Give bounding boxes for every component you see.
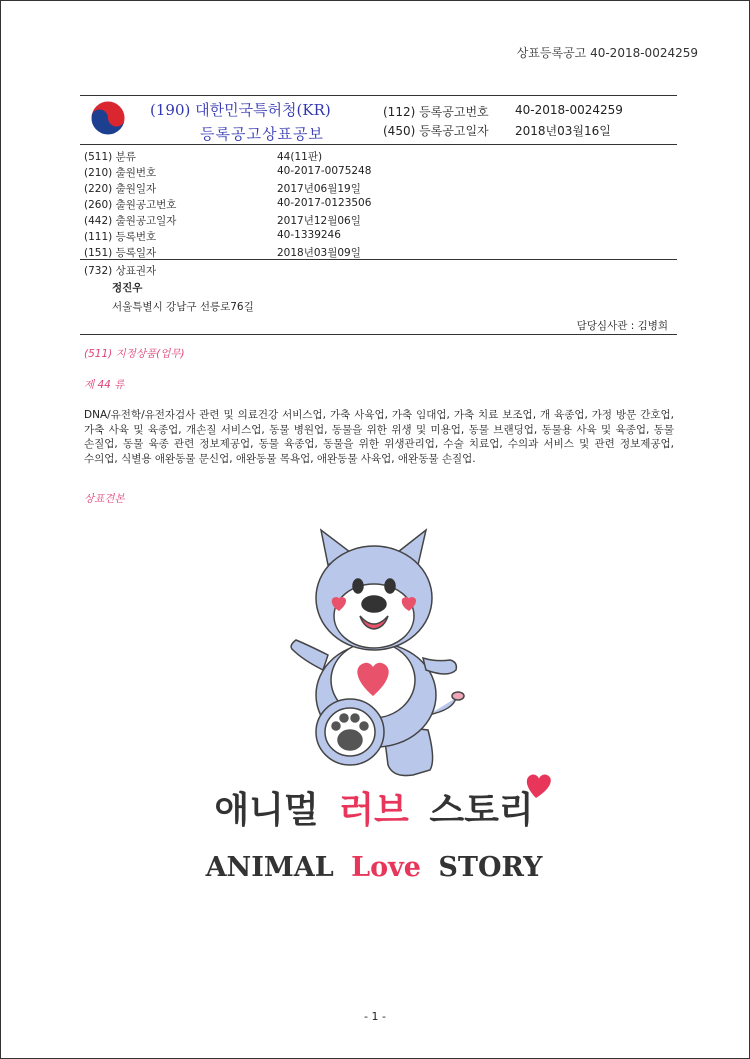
mark-ko-word-2: 러브: [339, 790, 409, 831]
field-label: (260) 출원공고번호: [84, 199, 177, 211]
field-app-pub-number: [84, 197, 372, 212]
field-app-pub-date: [84, 213, 361, 228]
gazette-title: 등록공고상표공보: [200, 125, 324, 143]
trademark-image: [178, 520, 570, 890]
field-value: 44(11판): [277, 151, 323, 163]
header-reference: 상표등록공고 40-2018-0024259: [516, 46, 698, 60]
field-registration-date: [84, 245, 361, 260]
field-application-number: [84, 165, 372, 180]
mark-ko-word-3: 스토리: [429, 790, 534, 831]
dog-mascot-illustration: [291, 530, 464, 776]
field-label: (111) 등록번호: [84, 231, 157, 243]
pub-date-value: 2018년03월16일: [515, 124, 611, 138]
field-label: (511) 분류: [84, 151, 136, 163]
owner-address: 서울특별시 강남구 선릉로76길: [112, 301, 254, 313]
field-value: 40-2017-0075248: [277, 165, 372, 177]
field-label: (210) 출원번호: [84, 167, 157, 179]
goods-text: DNA/유전학/유전자검사 관련 및 의료건강 서비스업, 가축 사육업, 가축 임대업, 가축 치료 보조업, 개 육종업, 가정 방문 간호업, 가축 사육 및 육종업, 개손질 서비스업, 동물 병원업, 동물을 위한 위생 및 미용업, 동물 브랜딩업, 동물용 사육 및 육종업, 동물 손질업, 동물 육종 관련 정보제공업, 동물 육종업, 동물을 위한 위생관리업, 수술 치료업, 수의과 서비스 및 관련 정보제공업, 수의업, 식별용 애완동물 문신업, 애완동물 목욕업, 애완동물 사육업, 애완동물 손질업.: [84, 409, 674, 465]
goods-heading: (511) 지정상품(업무): [84, 348, 185, 360]
pub-number-label: (112) 등록공고번호: [383, 105, 489, 119]
field-registration-number: [84, 229, 341, 244]
field-classification: [84, 149, 323, 164]
mark-korean-text: [214, 789, 533, 831]
mark-heading: 상표견본: [84, 493, 125, 505]
kipo-logo-icon: [90, 100, 126, 136]
field-label: (442) 출원공고일자: [84, 215, 177, 227]
owner-label: (732) 상표권자: [84, 265, 157, 277]
examiner: 담당심사관 : 김병희: [576, 320, 668, 332]
field-value: 2018년03월09일: [277, 247, 361, 259]
field-value: 2017년12월06일: [277, 215, 361, 227]
field-application-date: [84, 181, 361, 196]
field-value: 40-2017-0123506: [277, 197, 372, 209]
field-value: 40-1339246: [277, 229, 341, 241]
office-name: (190) 대한민국특허청(KR): [150, 101, 331, 119]
pub-date-label: (450) 등록공고일자: [383, 124, 489, 138]
top-rule: [80, 95, 677, 96]
pub-number-row: [383, 103, 623, 120]
mark-english-text: [205, 852, 543, 883]
page-number: - 1 -: [364, 1010, 386, 1023]
mark-en-word-3: STORY: [438, 852, 543, 883]
field-label: (220) 출원일자: [84, 183, 157, 195]
owner-rule: [80, 334, 677, 335]
fields-rule: [80, 259, 677, 260]
header-bottom-rule: [80, 144, 677, 145]
mark-ko-word-1: 애니멀: [214, 790, 319, 831]
mark-en-word-1: ANIMAL: [205, 852, 334, 883]
mark-en-word-2: Love: [351, 852, 421, 883]
field-label: (151) 등록일자: [84, 247, 157, 259]
pub-number-value: 40-2018-0024259: [515, 103, 623, 117]
field-value: 2017년06월19일: [277, 183, 361, 195]
pub-date-row: [383, 122, 611, 139]
class-heading: 제 44 류: [84, 379, 125, 391]
owner-name: 정진우: [112, 282, 143, 294]
